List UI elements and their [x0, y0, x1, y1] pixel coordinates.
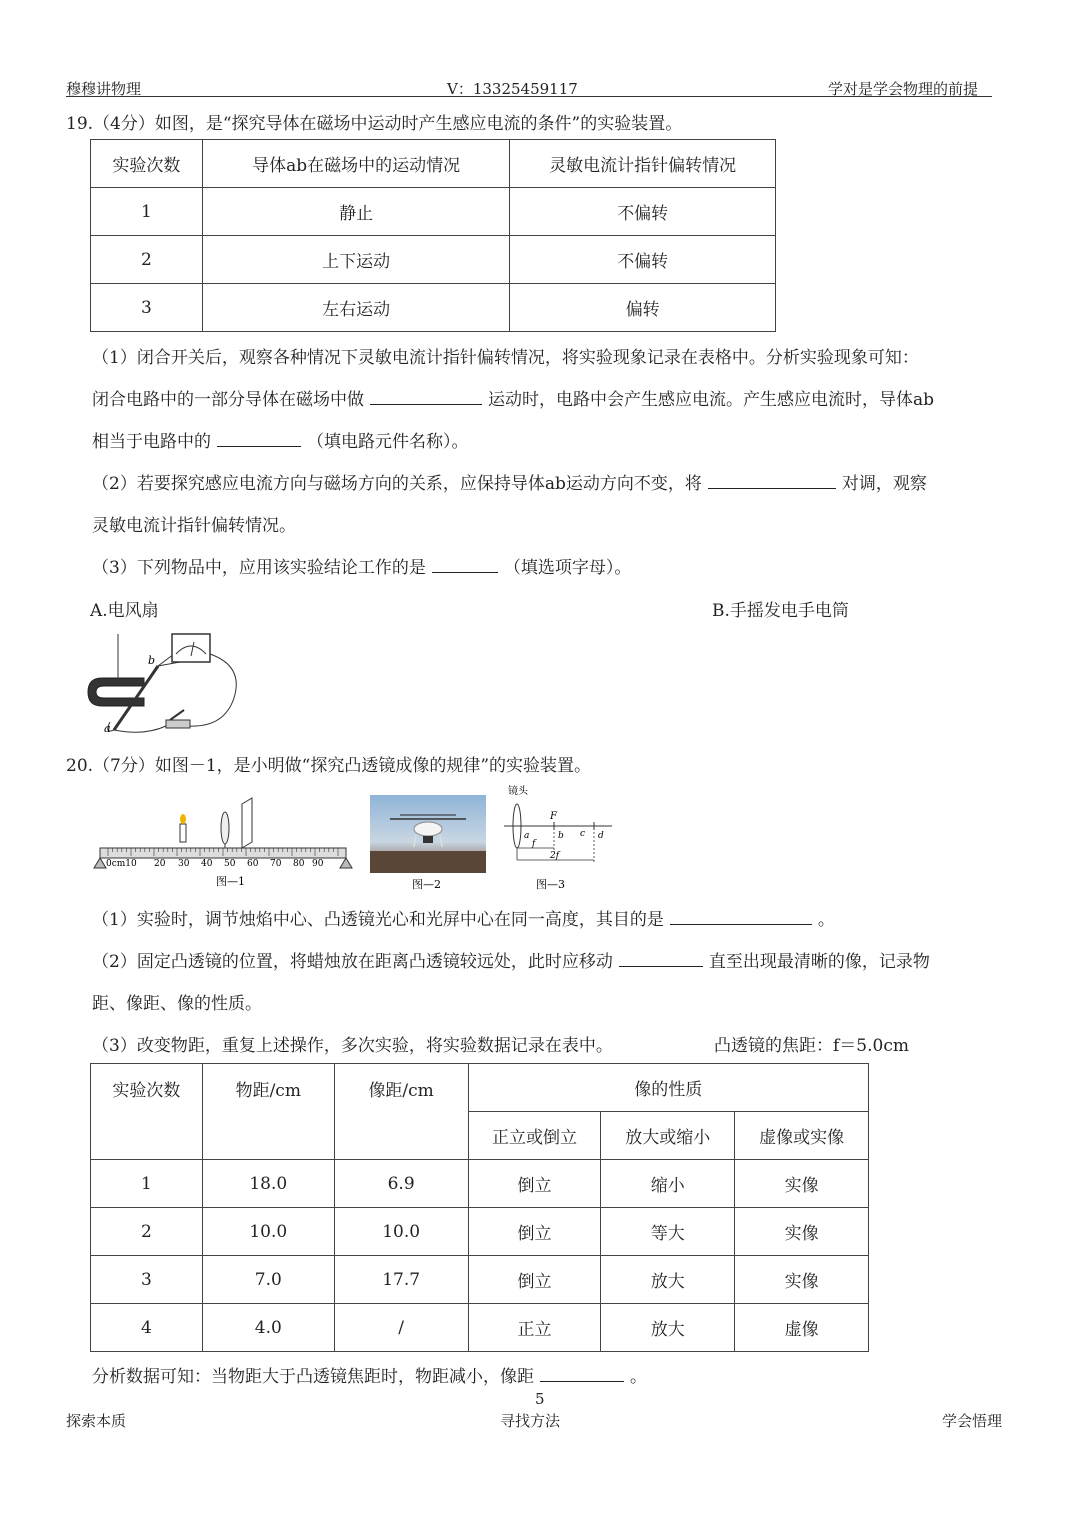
text-segment: （3）下列物品中，应用该实验结论工作的是 [92, 558, 426, 578]
ruler-tick-label: 50 [224, 859, 236, 869]
table-cell: 6.9 [334, 1160, 468, 1208]
table-cell: 实像 [735, 1256, 869, 1304]
table-header-cell: 放大或缩小 [601, 1112, 735, 1160]
induction-apparatus-figure [84, 626, 264, 738]
table-cell: 4 [91, 1304, 203, 1352]
label-a: a [104, 722, 111, 735]
table-header-cell: 实验次数 [91, 1064, 203, 1160]
text-segment: （2）固定凸透镜的位置，将蜡烛放在距离凸透镜较远处，此时应移动 [92, 952, 613, 972]
table-cell: 7.0 [202, 1256, 334, 1304]
flame-icon [180, 814, 186, 824]
table-row [91, 1160, 869, 1208]
table-cell: 放大 [601, 1304, 735, 1352]
q19-table [90, 139, 776, 332]
wire [114, 726, 166, 732]
q20-title: 20.（7分）如图－1，是小明做“探究凸透镜成像的规律”的实验装置。 [66, 756, 592, 776]
option-a: A.电风扇 [90, 601, 159, 621]
table-row [91, 1304, 869, 1352]
table-cell: 倒立 [468, 1208, 601, 1256]
table-row [91, 236, 776, 284]
table-cell: 17.7 [334, 1256, 468, 1304]
table-cell: / [334, 1304, 468, 1352]
label-c: c [580, 829, 586, 839]
wire [188, 654, 236, 726]
text-segment: 直至出现最清晰的像，记录物 [708, 952, 930, 972]
table-cell: 10.0 [334, 1208, 468, 1256]
table-cell: 10.0 [202, 1208, 334, 1256]
table-row [91, 284, 776, 332]
screen-icon [242, 798, 252, 848]
q19-title: 19.（4分）如图，是“探究导体在磁场中运动时产生感应电流的条件”的实验装置。 [66, 114, 683, 134]
drone-camera-icon [423, 836, 433, 843]
ruler-tick-label: 90 [312, 859, 324, 869]
figure-caption: 图—1 [216, 875, 245, 888]
header-center: V：13325459117 [447, 80, 578, 98]
table-cell: 偏转 [510, 284, 776, 332]
q19-p2-line1 [92, 469, 927, 494]
q20-table [90, 1063, 869, 1352]
text-segment: 。 [817, 910, 835, 930]
answer-blank[interactable] [540, 1363, 624, 1382]
table-cell: 1 [91, 188, 203, 236]
table-cell: 不偏转 [510, 236, 776, 284]
table-cell: 不偏转 [510, 188, 776, 236]
footer-left: 探索本质 [66, 1412, 127, 1430]
photo-ground [370, 851, 486, 873]
ruler-tick-label: 60 [247, 859, 259, 869]
table-cell: 正立 [468, 1304, 601, 1352]
text-segment: （1）实验时，调节烛焰中心、凸透镜光心和光屏中心在同一高度，其目的是 [92, 910, 664, 930]
table-header-cell: 物距/cm [202, 1064, 334, 1160]
table-cell: 放大 [601, 1256, 735, 1304]
q20-p3: （3）改变物距，重复上述操作，多次实验，将实验数据记录在表中。 [92, 1036, 613, 1056]
q19-p3 [92, 553, 631, 578]
text-segment: 。 [630, 1367, 647, 1387]
label-2f: 2f [550, 851, 560, 861]
text-segment: 运动时，电路中会产生感应电流。产生感应电流时，导体ab [488, 390, 935, 410]
table-header-cell: 像的性质 [468, 1064, 868, 1112]
table-cell: 左右运动 [202, 284, 510, 332]
ruler-tick-label: 70 [270, 859, 282, 869]
page-number: 5 [535, 1390, 545, 1408]
label-f: f [532, 839, 536, 849]
galvanometer-icon [172, 634, 210, 662]
u-magnet-icon [88, 678, 144, 706]
table-header-cell: 导体ab在磁场中的运动情况 [202, 140, 510, 188]
table-header-cell: 正立或倒立 [468, 1112, 601, 1160]
label-b: b [558, 831, 564, 841]
table-row [91, 1256, 869, 1304]
label-d: d [598, 831, 604, 841]
answer-blank[interactable] [432, 554, 498, 573]
q20-p1 [92, 905, 835, 930]
table-cell: 虚像 [735, 1304, 869, 1352]
ruler-tick-label: 30 [178, 859, 190, 869]
answer-blank[interactable] [670, 906, 812, 925]
table-cell: 3 [91, 284, 203, 332]
focal-length: 凸透镜的焦距：f＝5.0cm [714, 1036, 909, 1056]
table-cell: 实像 [735, 1208, 869, 1256]
table-cell: 4.0 [202, 1304, 334, 1352]
table-header-cell: 实验次数 [91, 140, 203, 188]
table-cell: 倒立 [468, 1160, 601, 1208]
q19-p1-line3 [92, 427, 469, 452]
drone-photo-figure [370, 795, 488, 895]
table-cell: 上下运动 [202, 236, 510, 284]
answer-blank[interactable] [217, 428, 301, 447]
answer-blank[interactable] [619, 948, 703, 967]
lens-diagram-figure [500, 782, 618, 892]
header-divider [66, 96, 992, 97]
candle-icon [180, 824, 186, 842]
ruler-tick-label: 0cm10 [106, 859, 137, 869]
table-cell: 2 [91, 236, 203, 284]
label-b: b [148, 654, 156, 667]
table-header-cell: 灵敏电流计指针偏转情况 [510, 140, 776, 188]
table-cell: 3 [91, 1256, 203, 1304]
table-header-row [91, 140, 776, 188]
optical-bench-figure [92, 790, 354, 890]
figure-caption: 图—2 [412, 878, 441, 891]
switch-icon [166, 720, 190, 728]
ruler-tick-label: 80 [293, 859, 305, 869]
footer-right: 学会悟理 [942, 1412, 1003, 1430]
figure-caption: 图—3 [536, 878, 565, 891]
text-segment: 分析数据可知：当物距大于凸透镜焦距时，物距减小，像距 [92, 1367, 534, 1387]
table-header-row [91, 1064, 869, 1112]
table-cell: 倒立 [468, 1256, 601, 1304]
lens-label: 镜头 [508, 786, 528, 797]
q19-p1-line2 [92, 385, 934, 410]
drone-icon [414, 822, 442, 836]
ruler-tick-label: 40 [201, 859, 213, 869]
table-cell: 1 [91, 1160, 203, 1208]
option-b: B.手摇发电手电筒 [712, 601, 849, 621]
q19-p2-line2: 灵敏电流计指针偏转情况。 [92, 516, 296, 536]
header-left: 穆穆讲物理 [66, 80, 142, 98]
lens-icon [221, 812, 229, 844]
answer-blank[interactable] [708, 470, 836, 489]
table-cell: 18.0 [202, 1160, 334, 1208]
text-segment: 闭合电路中的一部分导体在磁场中做 [92, 390, 364, 410]
footer-center: 寻找方法 [500, 1412, 561, 1430]
text-segment: （填电路元件名称）。 [307, 432, 469, 452]
table-cell: 2 [91, 1208, 203, 1256]
text-segment: 相当于电路中的 [92, 432, 211, 452]
header-right: 学对是学会物理的前提 [828, 80, 979, 98]
table-cell: 等大 [601, 1208, 735, 1256]
table-header-cell: 像距/cm [334, 1064, 468, 1160]
table-cell: 缩小 [601, 1160, 735, 1208]
switch-lever [170, 710, 184, 720]
label-a: a [524, 831, 530, 841]
table-row [91, 188, 776, 236]
q20-conclusion [92, 1362, 647, 1387]
answer-blank[interactable] [370, 386, 482, 405]
text-segment: （2）若要探究感应电流方向与磁场方向的关系，应保持导体ab运动方向不变，将 [92, 474, 702, 494]
table-header-cell: 虚像或实像 [735, 1112, 869, 1160]
label-F: F [550, 811, 557, 822]
text-segment: 对调，观察 [841, 474, 927, 494]
q20-p2-line1 [92, 947, 930, 972]
table-row [91, 1208, 869, 1256]
ruler-tick-label: 20 [154, 859, 166, 869]
q20-p2-line2: 距、像距、像的性质。 [92, 994, 262, 1014]
text-segment: （填选项字母）。 [503, 558, 632, 578]
table-cell: 静止 [202, 188, 510, 236]
q19-p1-line1: （1）闭合开关后，观察各种情况下灵敏电流计指针偏转情况，将实验现象记录在表格中。分析实验现象可知： [92, 348, 919, 368]
table-cell: 实像 [735, 1160, 869, 1208]
